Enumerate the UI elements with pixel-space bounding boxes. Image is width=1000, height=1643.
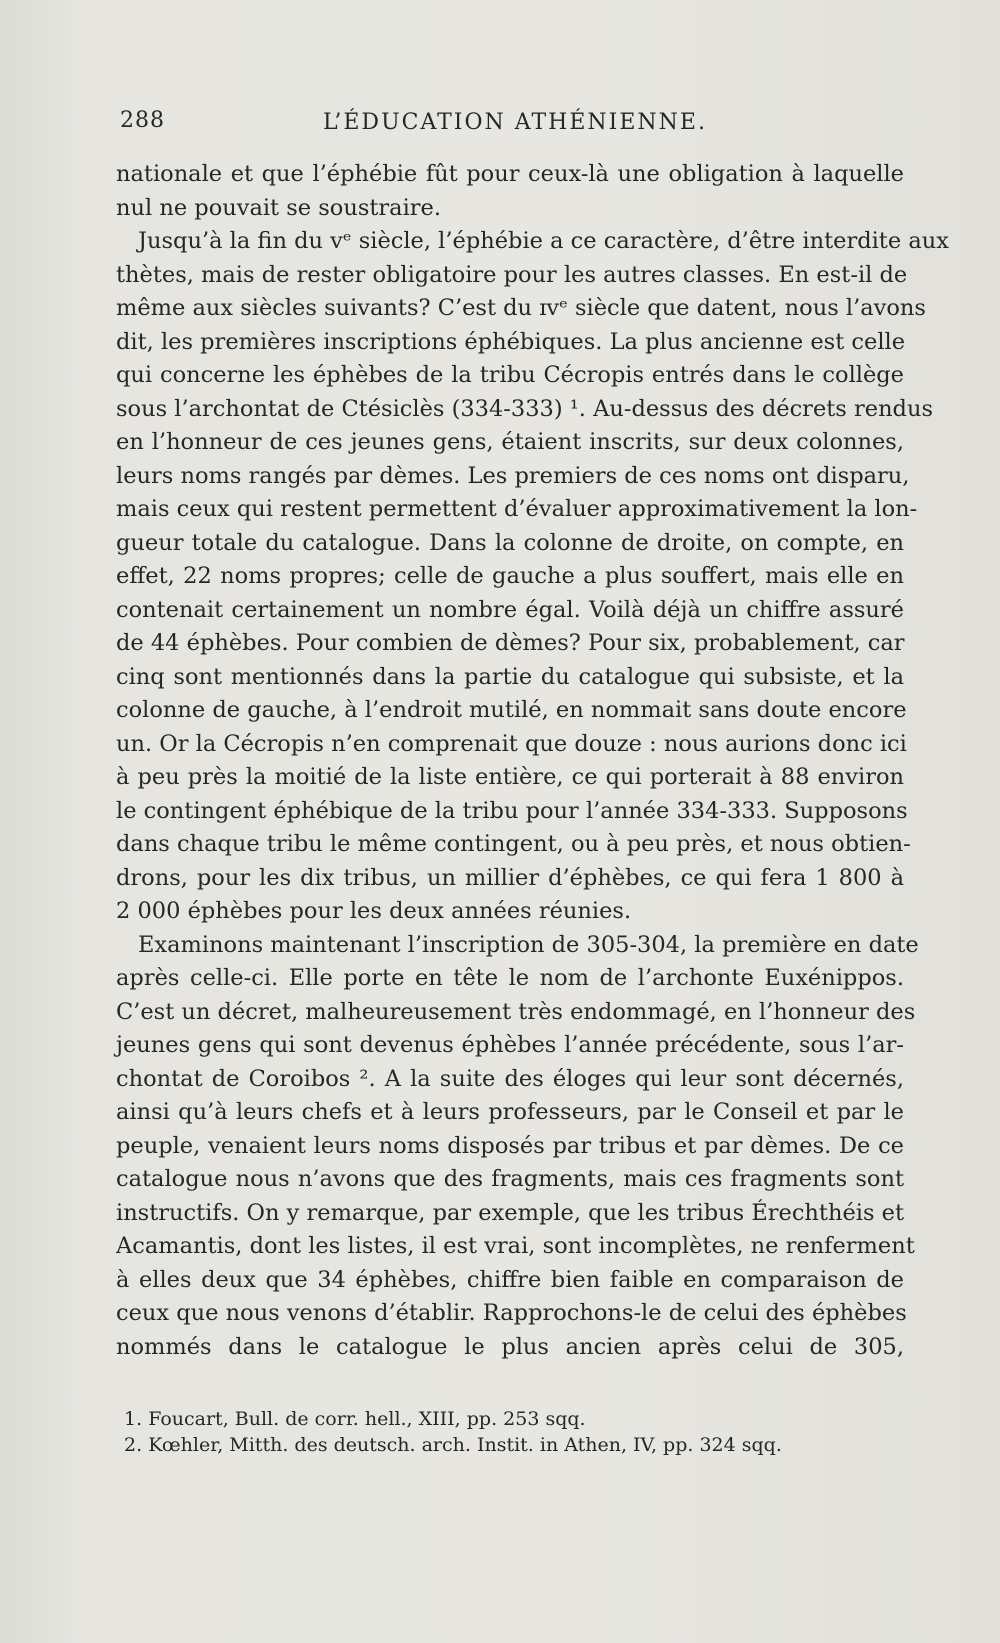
text-line: Acamantis, dont les listes, il est vrai, sont incomplètes, ne renferment [116,1233,915,1259]
footnote [124,1406,824,1432]
text-line: thètes, mais de rester obligatoire pour les autres classes. En est-il de [116,261,908,288]
text-line: contenait certainement un nombre égal. Voilà déjà un chiffre assuré [116,596,904,623]
text-line: à elles deux que 34 éphèbes, chiffre bien faible en comparaison de [116,1266,904,1293]
text-line: en l’honneur de ces jeunes gens, étaient inscrits, sur deux colonnes, [116,429,904,455]
text-line: chontat de Coroibos ². A la suite des éloges qui leur sont décernés, [116,1065,904,1092]
text-line: colonne de gauche, à l’endroit mutilé, en nommait sans doute encore [116,697,907,723]
footnote-text: Kœhler, Mitth. des deutsch. arch. Instit. in Athen, IV, pp. 324 sqq. [148,1434,782,1456]
text-line: mais ceux qui restent permettent d’évaluer approximativement la lon- [116,496,918,522]
text-line: nationale et que l’éphébie fût pour ceux-là une obligation à laquelle [116,161,904,187]
text-line: drons, pour les dix tribus, un millier d’éphèbes, ce qui fera 1 800 à [116,864,904,891]
footnote-marker: 2. [124,1434,143,1456]
text-line: leurs noms rangés par dèmes. Les premiers de ces noms ont disparu, [116,462,910,489]
text-line: ceux que nous venons d’établir. Rapprochons-le de celui des éphèbes [116,1300,907,1326]
text-line: un. Or la Cécropis n’en comprenait que douze : nous aurions donc ici [116,730,907,757]
text-line: sous l’archontat de Ctésiclès (334-333) ¹. Au-dessus des décrets rendus [116,395,933,422]
text-line: dans chaque tribu le même contingent, ou à peu près, et nous obtien- [116,831,911,857]
text-line: ainsi qu’à leurs chefs et à leurs professeurs, par le Conseil et par le [116,1099,904,1125]
text-line: qui concerne les éphèbes de la tribu Cécropis entrés dans le collège [116,362,904,388]
running-title: L’ÉDUCATION ATHÉNIENNE. [323,110,707,135]
running-head [120,108,910,142]
text-line: de 44 éphèbes. Pour combien de dèmes? Pour six, probablement, car [116,630,905,656]
text-line: à peu près la moitié de la liste entière, ce qui porterait à 88 environ [116,764,904,790]
text-line: effet, 22 noms propres; celle de gauche a plus souffert, mais elle en [116,563,904,589]
page-number: 288 [120,108,165,133]
footnotes [124,1406,824,1458]
text-line: C’est un décret, malheureusement très endommagé, en l’honneur des [116,998,916,1025]
text-line: nul ne pouvait se soustraire. [116,194,442,221]
text-line: jeunes gens qui sont devenus éphèbes l’année précédente, sous l’ar- [116,1032,904,1058]
footnote [124,1432,824,1458]
text-line: le contingent éphébique de la tribu pour l’année 334-333. Supposons [116,797,908,824]
text-line: Examinons maintenant l’inscription de 305-304, la première en date [138,931,919,958]
text-line: dit, les premières inscriptions éphébiques. La plus ancienne est celle [116,328,906,355]
text-line: Jusqu’à la fin du vᵉ siècle, l’éphébie a ce caractère, d’être interdite aux [138,228,949,254]
body-text [116,158,949,1364]
footnote-text: Foucart, Bull. de corr. hell., XIII, pp. 253 sqq. [148,1408,586,1430]
text-line: après celle-ci. Elle porte en tête le nom de l’archonte Euxénippos. [116,965,904,991]
text-line: instructifs. On y remarque, par exemple, que les tribus Érechthéis et [116,1199,905,1226]
text-line: même aux siècles suivants? C’est du ɪvᵉ siècle que datent, nous l’avons [116,295,926,321]
text-line: catalogue nous n’avons que des fragments, mais ces fragments sont [116,1166,904,1192]
text-line: 2 000 éphèbes pour les deux années réunies. [116,898,632,924]
footnote-marker: 1. [124,1408,143,1430]
text-line: peuple, venaient leurs noms disposés par tribus et par dèmes. De ce [116,1132,904,1159]
text-line: nommés dans le catalogue le plus ancien après celui de 305, [116,1333,904,1360]
text-line: gueur totale du catalogue. Dans la colonne de droite, on compte, en [116,529,904,556]
text-line: cinq sont mentionnés dans la partie du catalogue qui subsiste, et la [116,663,904,690]
